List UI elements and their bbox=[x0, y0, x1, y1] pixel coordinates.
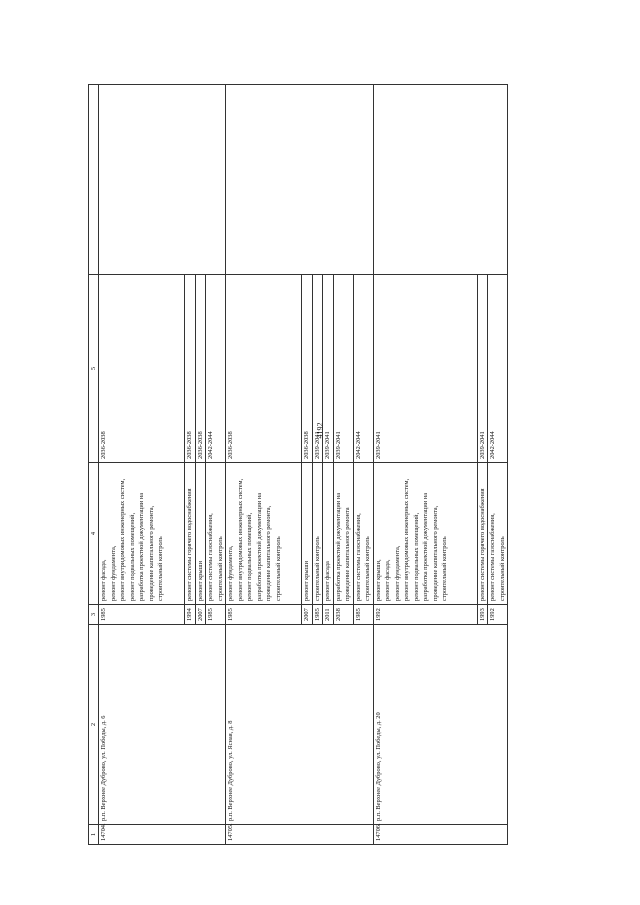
row-id-cell: 14705. bbox=[226, 825, 374, 845]
period-cell: 2036-2038 bbox=[226, 275, 302, 463]
works-cell: ремонт фасада bbox=[323, 463, 334, 605]
year-cell: 1985 bbox=[226, 605, 302, 625]
address-cell: р.п. Верхнее Дуброво, ул. Победы, д. 6 bbox=[99, 625, 226, 825]
year-cell: 1993 bbox=[477, 605, 488, 625]
year-cell: 1992 bbox=[488, 605, 508, 625]
period-cell: 2039-2041 bbox=[333, 275, 353, 463]
empty-cell bbox=[373, 85, 508, 275]
works-cell: ремонт системы горячего водоснабжения bbox=[477, 463, 488, 605]
year-cell: 1994 bbox=[185, 605, 196, 625]
table-row bbox=[373, 85, 477, 845]
period-cell: 2036-2038 bbox=[302, 275, 313, 463]
works-cell: разработка проектной документации на проведение капитального ремонта bbox=[333, 463, 353, 605]
header-empty-cell bbox=[89, 85, 99, 275]
address-cell: р.п. Верхнее Дуброво, ул. Победы, д. 20 bbox=[373, 625, 508, 825]
header-cell: 1 bbox=[89, 825, 99, 845]
header-cell: 5 bbox=[89, 275, 99, 463]
header-row bbox=[89, 85, 99, 845]
works-cell: ремонт крыши, ремонт фасада, ремонт фундамента, ремонт внутридомовых инженерных систем, ремонт подвальных помещений, разработка проектной документации на проведение капитального ремонта, строительный контроль bbox=[373, 463, 477, 605]
header-cell: 4 bbox=[89, 463, 99, 605]
year-cell: 1985 bbox=[99, 605, 185, 625]
repair-schedule-table bbox=[88, 84, 508, 845]
year-cell: 2007 bbox=[195, 605, 206, 625]
year-cell: 1992 bbox=[373, 605, 477, 625]
year-cell: 2007 bbox=[302, 605, 313, 625]
works-cell: ремонт системы газоснабжения, строительный контроль bbox=[206, 463, 226, 605]
period-cell: 2039-2041 bbox=[477, 275, 488, 463]
empty-cell bbox=[226, 85, 374, 275]
period-cell: 2039-2041 bbox=[323, 275, 334, 463]
period-cell: 2042-2044 bbox=[488, 275, 508, 463]
header-cell: 2 bbox=[89, 625, 99, 825]
period-cell: 2039-2041 bbox=[312, 275, 323, 463]
row-id-cell: 14706. bbox=[373, 825, 508, 845]
works-cell: ремонт системы газоснабжения, строительный контроль bbox=[488, 463, 508, 605]
period-cell: 2042-2044 bbox=[353, 275, 373, 463]
period-cell: 2039-2041 bbox=[373, 275, 477, 463]
year-cell: 1985 bbox=[206, 605, 226, 625]
works-cell: ремонт крыши bbox=[302, 463, 313, 605]
works-cell: ремонт крыши bbox=[195, 463, 206, 605]
works-cell: ремонт фасада, ремонт фундамента, ремонт внутридомовых инженерных систем, ремонт подвальных помещений, разработка проектной документации на проведение капитального ремонта, строительный контроль bbox=[99, 463, 185, 605]
year-cell: 2038 bbox=[333, 605, 353, 625]
document-canvas bbox=[88, 85, 531, 845]
year-cell: 1985 bbox=[353, 605, 373, 625]
period-cell: 2042-2044 bbox=[206, 275, 226, 463]
works-cell: строительный контроль bbox=[312, 463, 323, 605]
row-id-cell: 14704. bbox=[99, 825, 226, 845]
table-row bbox=[99, 85, 185, 845]
table-body bbox=[89, 85, 508, 845]
works-cell: ремонт системы горячего водоснабжения bbox=[185, 463, 196, 605]
year-cell: 2011 bbox=[323, 605, 334, 625]
works-cell: ремонт фундамента, ремонт внутридомовых инженерных систем, ремонт подвальных помещений, разработка проектной документации на проведение капитального ремонта, строительный контроль bbox=[226, 463, 302, 605]
page-number: 4192 bbox=[315, 422, 325, 438]
table-row bbox=[226, 85, 302, 845]
address-cell: р.п. Верхнее Дуброво, ул. Ясная, д. 8 bbox=[226, 625, 374, 825]
header-cell: 3 bbox=[89, 605, 99, 625]
period-cell: 2036-2038 bbox=[195, 275, 206, 463]
period-cell: 2036-2038 bbox=[185, 275, 196, 463]
period-cell: 2036-2038 bbox=[99, 275, 185, 463]
year-cell: 1985 bbox=[312, 605, 323, 625]
works-cell: ремонт системы газоснабжения, строительный контроль bbox=[353, 463, 373, 605]
empty-cell bbox=[99, 85, 226, 275]
